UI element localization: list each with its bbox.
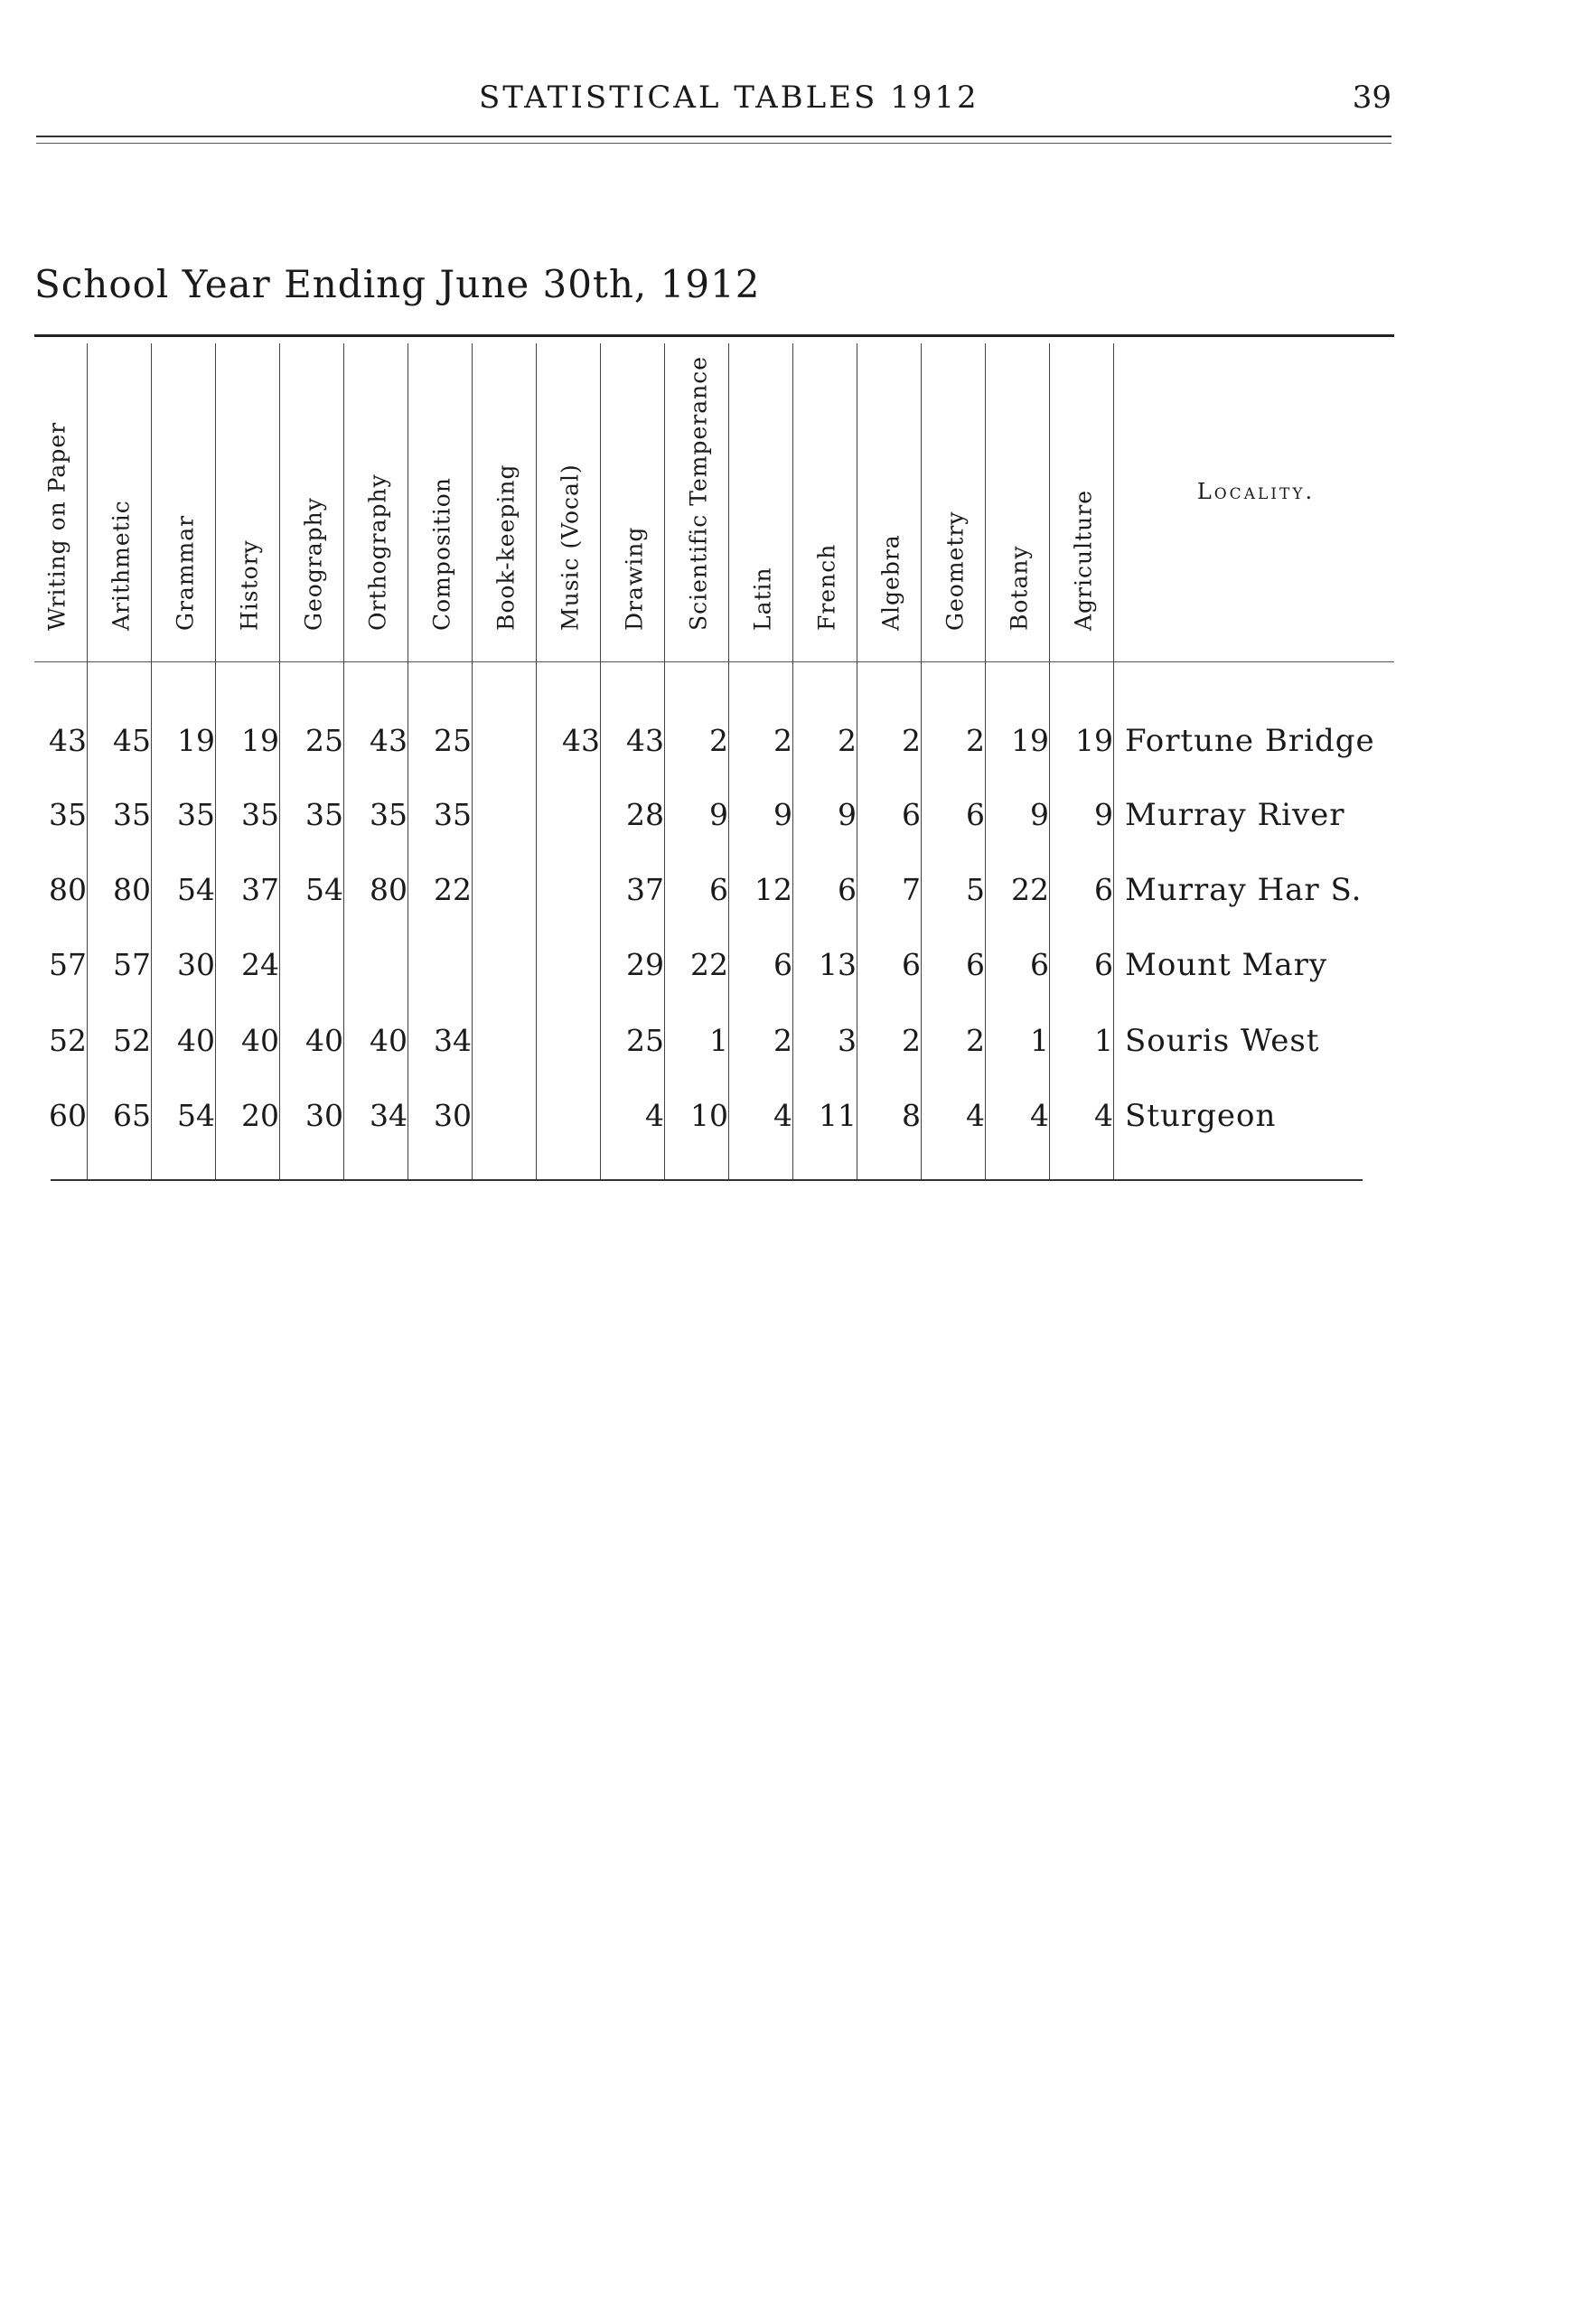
subject-header-label: Orthography [364, 473, 391, 631]
table-cell: 35 [305, 797, 343, 832]
subject-header-label: Geography [300, 497, 327, 631]
table-cell: 40 [177, 1023, 215, 1058]
table-cell: 6 [1094, 947, 1113, 982]
table-cell: 1 [1094, 1023, 1113, 1058]
table-cell: 19 [1011, 723, 1049, 758]
locality-cell: Fortune Bridge [1125, 723, 1375, 759]
locality-cell: Souris West [1125, 1023, 1320, 1059]
subject-header [474, 345, 538, 657]
locality-header: Locality. [1196, 479, 1316, 504]
table-cell: 6 [902, 947, 921, 982]
subject-header [1052, 345, 1115, 657]
header-rule [36, 136, 1391, 137]
table-cell: 54 [305, 872, 343, 907]
table-cell: 35 [113, 797, 151, 832]
running-title: STATISTICAL TABLES 1912 [479, 80, 979, 116]
subject-header [218, 345, 281, 657]
table-cell: 30 [434, 1098, 472, 1133]
subject-header-label: Geometry [942, 511, 969, 631]
table-cell: 1 [709, 1023, 728, 1058]
subject-header-label: Composition [428, 477, 455, 631]
subject-header [988, 345, 1051, 657]
table-cell: 80 [370, 872, 408, 907]
table-cell: 30 [305, 1098, 343, 1133]
page-number: 39 [1352, 80, 1391, 116]
table-caption: School Year Ending June 30th, 1912 [34, 262, 761, 306]
subject-header-label: Writing on Paper [43, 421, 70, 631]
subject-header-label: Botany [1006, 545, 1033, 631]
table-cell: 4 [966, 1098, 985, 1133]
table-cell: 9 [773, 797, 792, 832]
subject-header [282, 345, 345, 657]
table-cell: 30 [177, 947, 215, 982]
table-row [0, 938, 1574, 992]
table-cell: 22 [690, 947, 728, 982]
table-cell: 6 [966, 947, 985, 982]
table-cell: 4 [1094, 1098, 1113, 1133]
table-cell: 9 [709, 797, 728, 832]
table-cell: 54 [177, 1098, 215, 1133]
table-cell: 2 [773, 1023, 792, 1058]
table-cell: 6 [966, 797, 985, 832]
table-cell: 57 [113, 947, 151, 982]
table-cell: 80 [49, 872, 87, 907]
table-header-rule [34, 661, 1394, 662]
table-cell: 20 [241, 1098, 279, 1133]
subject-header [346, 345, 409, 657]
locality-cell: Murray River [1125, 797, 1345, 833]
table-cell: 22 [1011, 872, 1049, 907]
table-cell: 3 [838, 1023, 857, 1058]
subject-header-label: History [236, 539, 263, 631]
table-cell: 52 [113, 1023, 151, 1058]
table-cell: 7 [902, 872, 921, 907]
table-cell: 19 [177, 723, 215, 758]
table-cell: 13 [819, 947, 857, 982]
table-cell: 4 [1030, 1098, 1049, 1133]
subject-header [603, 345, 666, 657]
running-head [36, 80, 1391, 125]
table-cell: 2 [838, 723, 857, 758]
table-cell: 34 [370, 1098, 408, 1133]
table-cell: 43 [49, 723, 87, 758]
subject-header [410, 345, 473, 657]
table-cell: 6 [773, 947, 792, 982]
locality-cell: Mount Mary [1125, 947, 1328, 983]
table-cell: 2 [966, 723, 985, 758]
table-cell: 2 [902, 1023, 921, 1058]
table-cell: 6 [902, 797, 921, 832]
table-cell: 28 [626, 797, 664, 832]
table-cell: 22 [434, 872, 472, 907]
table-cell: 2 [709, 723, 728, 758]
table-cell: 6 [1030, 947, 1049, 982]
table-cell: 57 [49, 947, 87, 982]
table-cell: 25 [626, 1023, 664, 1058]
table-cell: 37 [241, 872, 279, 907]
table-row [0, 714, 1574, 768]
table-cell: 35 [434, 797, 472, 832]
table-cell: 35 [370, 797, 408, 832]
table-cell: 60 [49, 1098, 87, 1133]
subject-header [539, 345, 602, 657]
subject-header-label: Latin [749, 567, 776, 631]
table-cell: 24 [241, 947, 279, 982]
table-cell: 35 [241, 797, 279, 832]
subject-header-label: Grammar [172, 514, 199, 631]
table-cell: 43 [562, 723, 600, 758]
table-cell: 6 [1094, 872, 1113, 907]
subject-header [89, 345, 153, 657]
table-cell: 40 [370, 1023, 408, 1058]
table-cell: 25 [434, 723, 472, 758]
subject-header-label: Arithmetic [108, 500, 135, 631]
table-cell: 4 [645, 1098, 664, 1133]
table-row [0, 1014, 1574, 1068]
subject-header [923, 345, 987, 657]
table-cell: 5 [966, 872, 985, 907]
table-cell: 54 [177, 872, 215, 907]
table-cell: 19 [241, 723, 279, 758]
table-cell: 6 [709, 872, 728, 907]
subject-header [154, 345, 217, 657]
subject-header [795, 345, 858, 657]
table-cell: 6 [838, 872, 857, 907]
table-cell: 9 [1030, 797, 1049, 832]
table-cell: 12 [754, 872, 792, 907]
table-cell: 2 [966, 1023, 985, 1058]
table-cell: 35 [177, 797, 215, 832]
table-row [0, 863, 1574, 917]
table-cell: 9 [838, 797, 857, 832]
table-cell: 43 [626, 723, 664, 758]
table-cell: 45 [113, 723, 151, 758]
table-bottom-rule [51, 1179, 1363, 1181]
table-cell: 65 [113, 1098, 151, 1133]
table-cell: 37 [626, 872, 664, 907]
table-cell: 4 [773, 1098, 792, 1133]
table-cell: 52 [49, 1023, 87, 1058]
table-cell: 2 [773, 723, 792, 758]
table-row [0, 1089, 1574, 1143]
subject-header [667, 345, 730, 657]
table-cell: 2 [902, 723, 921, 758]
locality-cell: Sturgeon [1125, 1098, 1277, 1134]
subject-header-label: Algebra [877, 534, 904, 631]
subject-header [25, 345, 89, 657]
table-row [0, 788, 1574, 842]
subject-header-label: Agriculture [1070, 490, 1097, 631]
table-cell: 80 [113, 872, 151, 907]
subject-header-label: Drawing [621, 526, 648, 631]
table-cell: 19 [1075, 723, 1113, 758]
table-cell: 35 [49, 797, 87, 832]
table-cell: 34 [434, 1023, 472, 1058]
subject-header [731, 345, 794, 657]
table-cell: 9 [1094, 797, 1113, 832]
table-cell: 25 [305, 723, 343, 758]
table-cell: 11 [819, 1098, 857, 1133]
table-cell: 43 [370, 723, 408, 758]
subject-header-label: Book-keeping [492, 464, 520, 631]
locality-cell: Murray Har S. [1125, 872, 1363, 908]
subject-header-label: Music (Vocal) [557, 464, 584, 631]
header-rule [36, 143, 1391, 144]
table-cell: 1 [1030, 1023, 1049, 1058]
subject-header-label: French [813, 543, 840, 631]
table-cell: 29 [626, 947, 664, 982]
subject-header [859, 345, 923, 657]
subject-header-label: Scientific Temperance [685, 355, 712, 631]
table-cell: 40 [305, 1023, 343, 1058]
table-cell: 40 [241, 1023, 279, 1058]
table-top-rule [34, 334, 1394, 337]
table-cell: 8 [902, 1098, 921, 1133]
table-cell: 10 [690, 1098, 728, 1133]
